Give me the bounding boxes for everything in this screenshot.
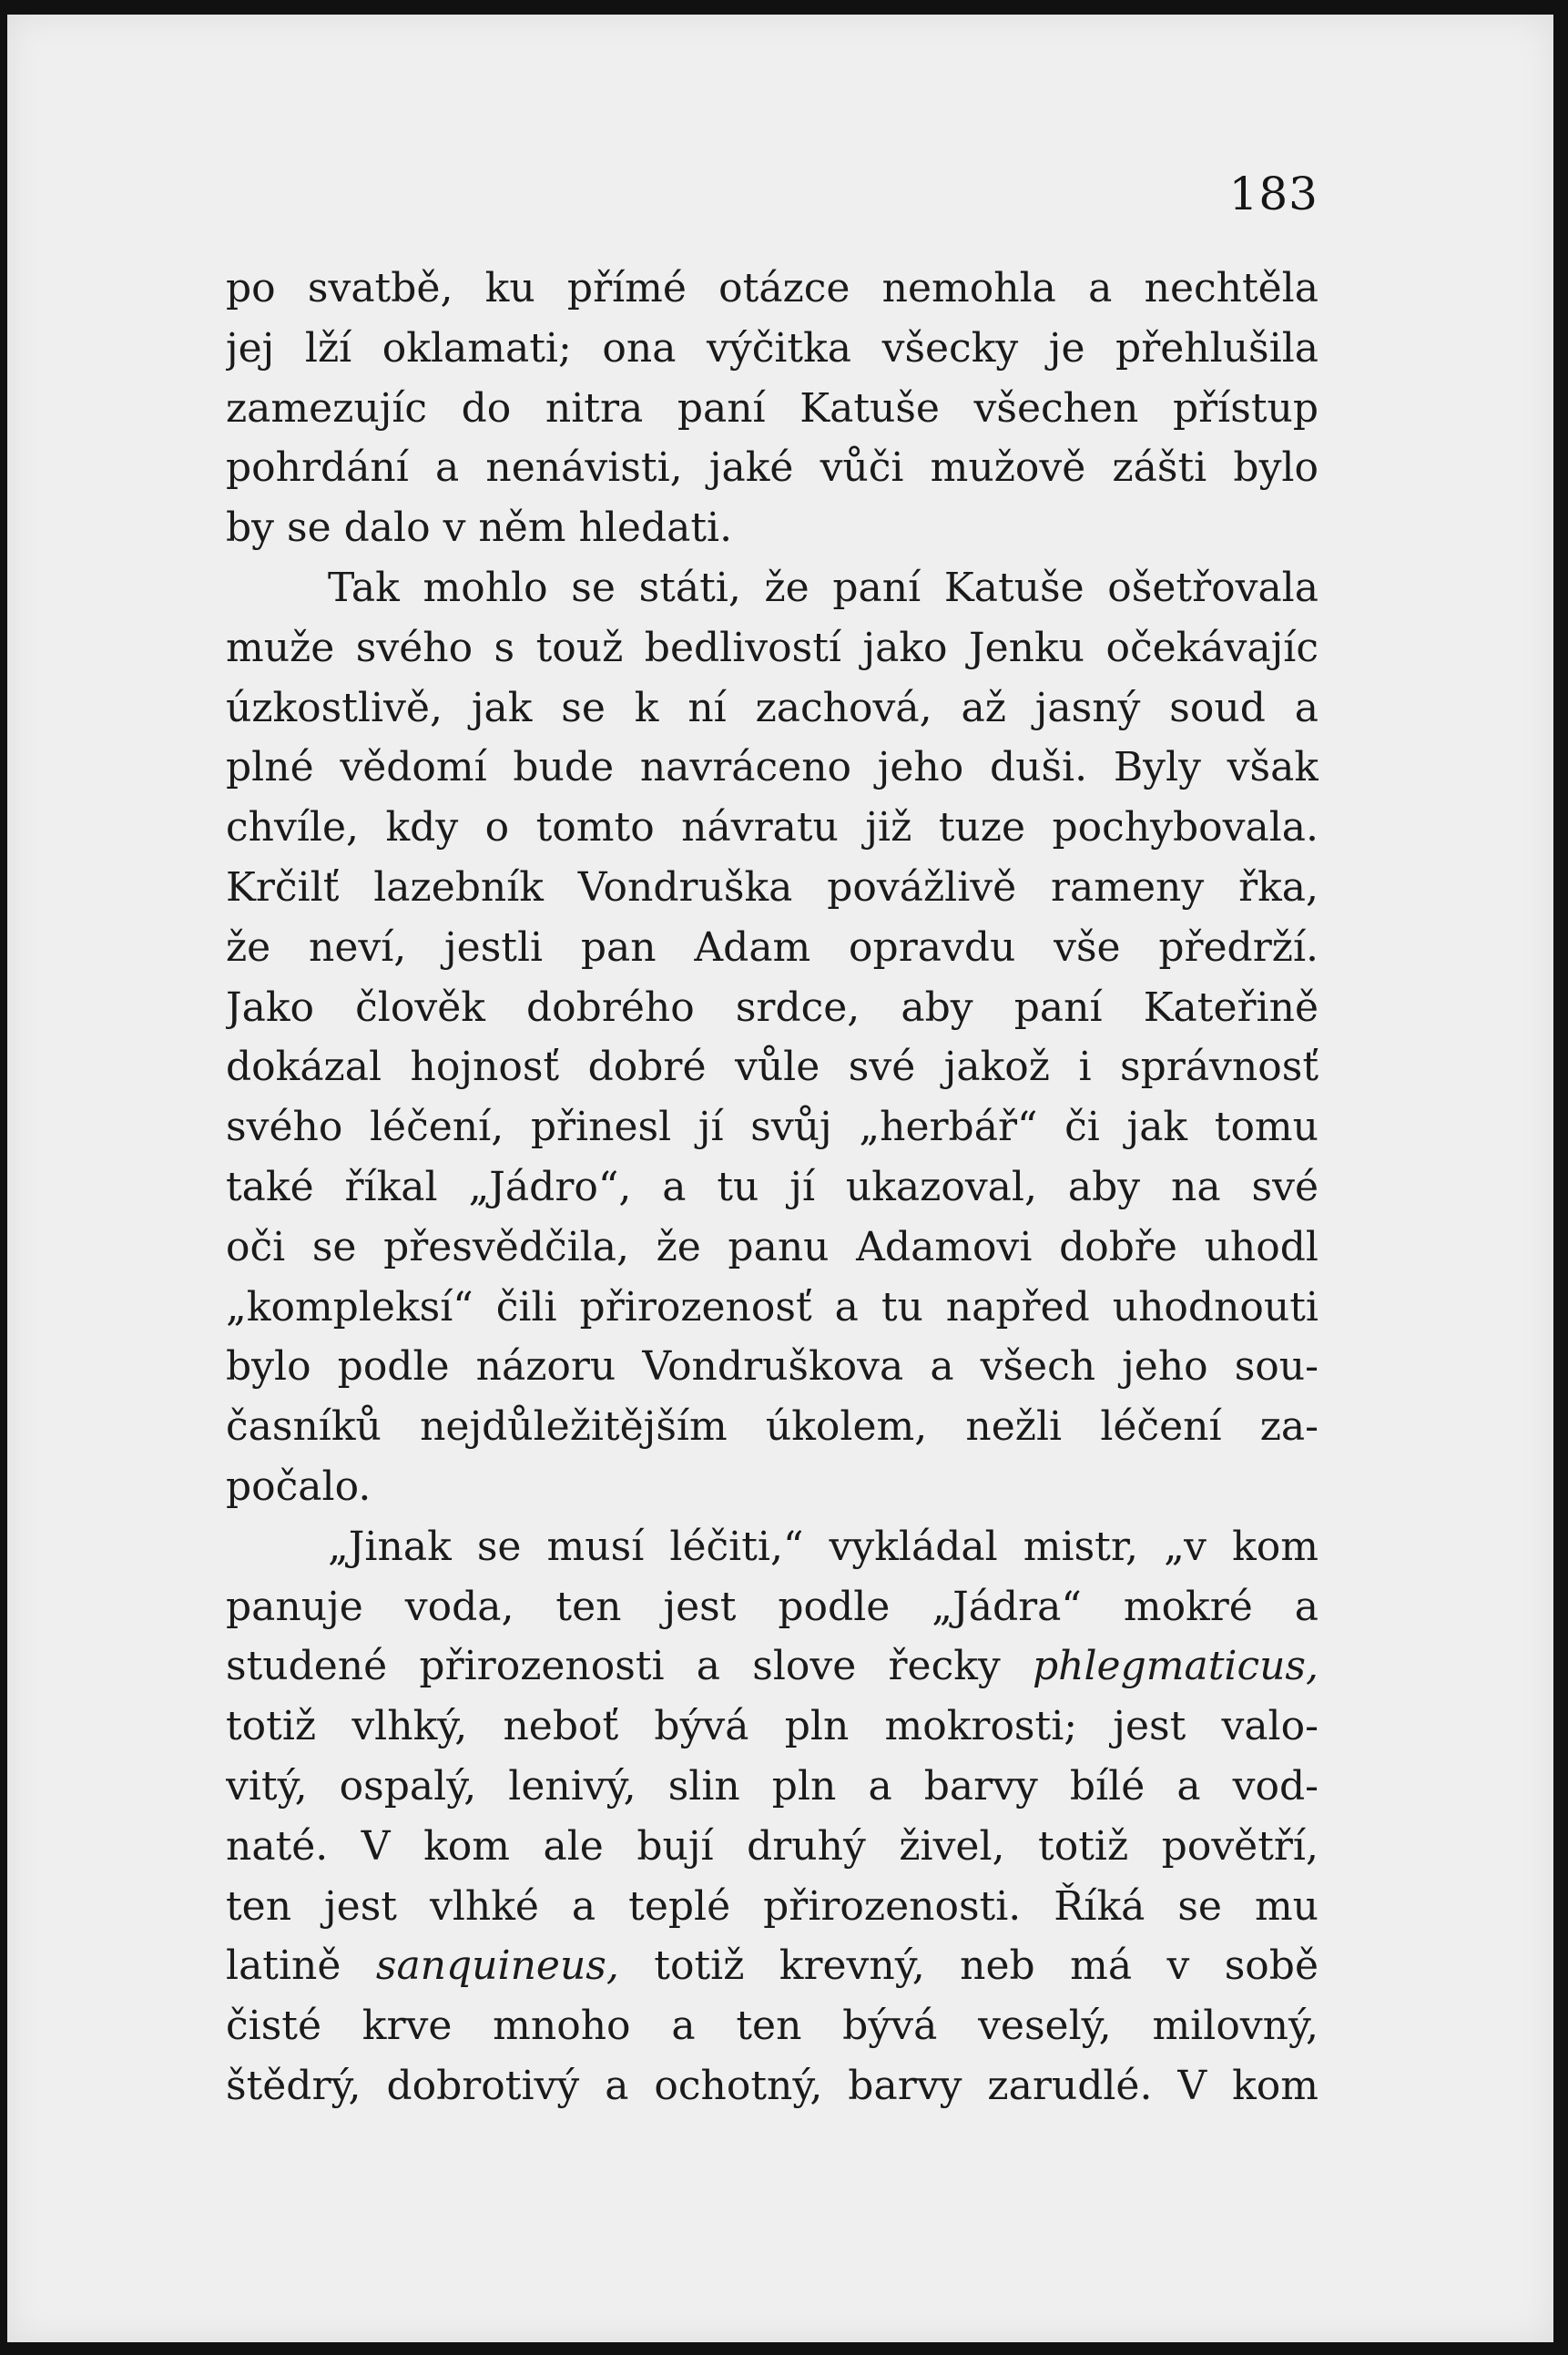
body-text: [226, 259, 1319, 2116]
text-line: plné vědomí bude navráceno jeho duši. Byly však: [226, 744, 1319, 791]
text-line: panuje voda, ten jest podle „Jádra“ mokré a: [226, 1583, 1319, 1630]
text-line: „kompleksí“ čili přirozenosť a tu napřed uhodnouti: [226, 1283, 1319, 1330]
text-line: čisté krve mnoho a ten bývá veselý, milovný,: [226, 2003, 1319, 2050]
text-line: pohrdání a nenávisti, jaké vůči mužově zášti bylo: [226, 444, 1319, 492]
text-line: bylo podle názoru Vondruškova a všech jeho sou-: [226, 1343, 1319, 1391]
text-line: oči se přesvědčila, že panu Adamovi dobře uhodl: [226, 1223, 1319, 1270]
text-line: Jako člověk dobrého srdce, aby paní Kateřině: [226, 984, 1319, 1031]
book-page: [7, 15, 1553, 2342]
text-line: úzkostlivě, jak se k ní zachová, až jasný soud a: [226, 684, 1319, 731]
text-line: po svatbě, ku přímé otázce nemohla a nechtěla: [226, 265, 1319, 311]
text-line: chvíle, kdy o tomto návratu již tuze pochybovala.: [226, 804, 1319, 851]
text-line: zamezujíc do nitra paní Katuše všechen přístup: [226, 384, 1319, 432]
text-line: časníků nejdůležitějším úkolem, nežli léčení za-: [226, 1403, 1319, 1451]
text-line: počalo.: [226, 1463, 372, 1510]
text-line: muže svého s touž bedlivostí jako Jenku očekávajíc: [226, 624, 1319, 671]
text-line: Krčilť lazebník Vondruška povážlivě rameny řka,: [226, 863, 1319, 911]
text-line: svého léčení, přinesl jí svůj „herbář“ či jak tomu: [226, 1104, 1319, 1151]
text-line: dokázal hojnosť dobré vůle své jakož i správnosť: [226, 1044, 1319, 1091]
text-line: Tak mohlo se státi, že paní Katuše ošetřovala: [328, 564, 1319, 611]
italic-term: phlegmaticus,: [1032, 1643, 1319, 1690]
text-line: by se dalo v něm hledati.: [226, 505, 733, 552]
text-line: také říkal „Jádro“, a tu jí ukazoval, aby na své: [226, 1163, 1319, 1210]
text-line italic-line: latině sanquineus, totiž krevný, neb má v sobě: [226, 1942, 1319, 1990]
italic-term: sanquineus,: [375, 1942, 619, 1990]
text-line: vitý, ospalý, lenivý, slin pln a barvy bílé a vod-: [226, 1762, 1319, 1810]
text-line italic-line: studené přirozenosti a slove řecky phlegmaticus,: [226, 1643, 1319, 1690]
page-number: 183: [1228, 168, 1319, 220]
text-line: naté. V kom ale bují druhý živel, totiž povětří,: [226, 1822, 1319, 1870]
text-line: štědrý, dobrotivý a ochotný, barvy zarudlé. V kom: [226, 2062, 1319, 2109]
text-line: že neví, jestli pan Adam opravdu vše předrží.: [226, 923, 1319, 971]
text-line: jej lží oklamati; ona výčitka všecky je přehlušila: [226, 324, 1319, 372]
text-line: totiž vlhký, neboť bývá pln mokrosti; jest valo-: [226, 1703, 1319, 1750]
text-line: „Jinak se musí léčiti,“ vykládal mistr, „v kom: [328, 1523, 1319, 1570]
text-line: ten jest vlhké a teplé přirozenosti. Říká se mu: [226, 1882, 1319, 1930]
